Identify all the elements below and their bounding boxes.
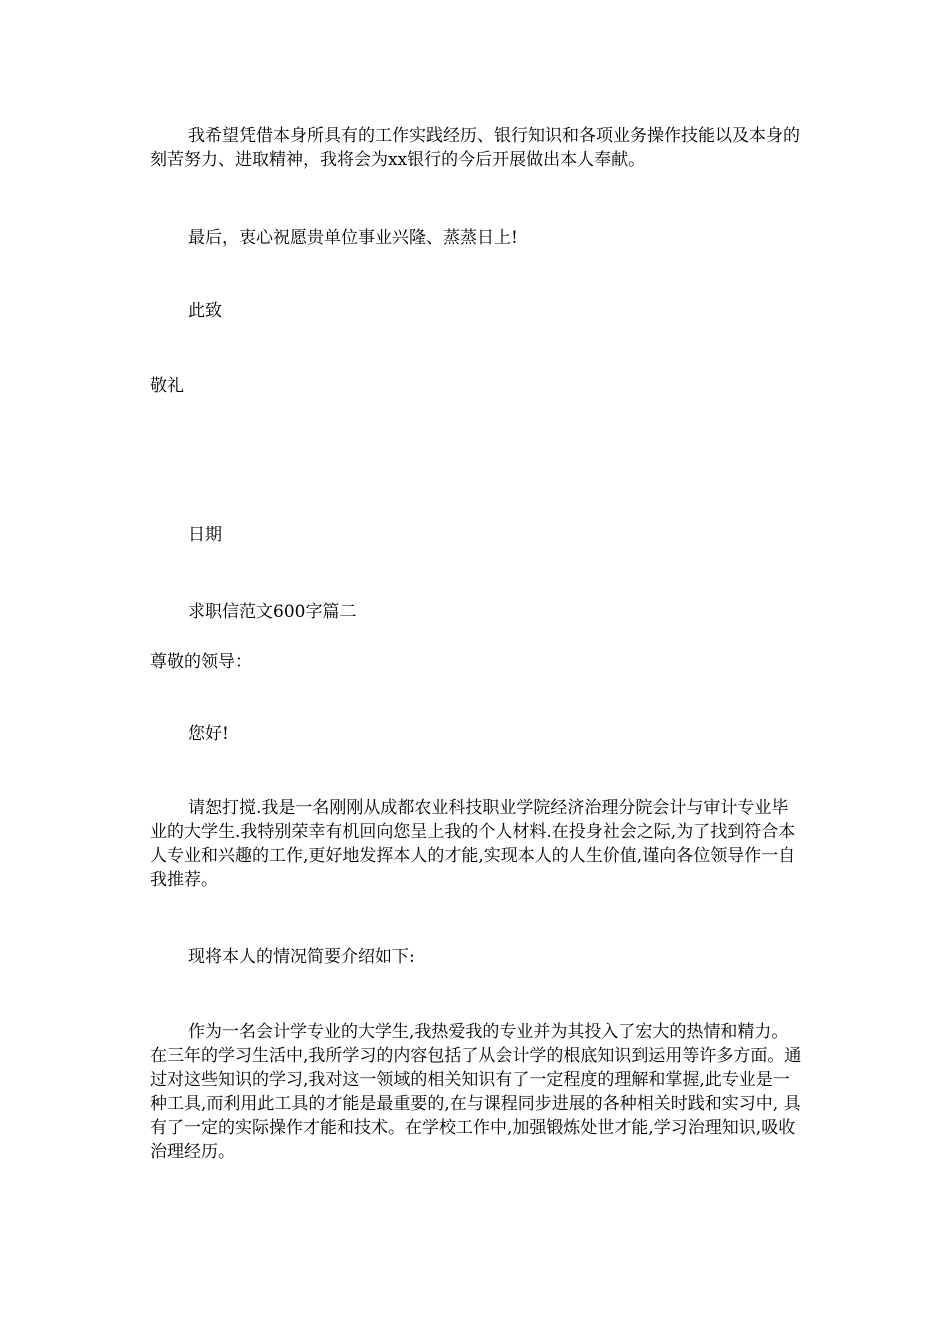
paragraph-studies: 作为一名会计学专业的大学生,我热爱我的专业并为其投入了宏大的热情和精力。在三年的学习生活中,我所学习的内容包括了从会计学的根底知识到运用等许多方面。通过对这些知识的学习,我对这一领域的相关知识有了一定程度的理解和掌握,此专业是一种工具,而利用此工具的才能是最重要的,在与课程同步进展的各种相关时践和实习中, 具有了一定的实际操作才能和技术。在学校工作中,加强锻炼处世才能,学习治理知识,吸收治理经历。 [150, 1022, 802, 1162]
paragraph-introduction: 请恕打搅.我是一名刚刚从成都农业科技职业学院经济治理分院会计与审计专业毕业的大学生.我特别荣幸有机回向您呈上我的个人材料.在投身社会之际,为了找到符合本人专业和兴趣的工作,更好地发挥本人的才能,实现本人的人生价值,谨向各位领导作一自我推荐。 [150, 798, 796, 890]
salutation: 尊敬的领导： [150, 652, 252, 672]
greeting: 您好! [188, 724, 229, 744]
paragraph-contribution: 我希望凭借本身所具有的工作实践经历、银行知识和各项业务操作技能以及本身的刻苦努力、进取精神，我将会为xx银行的今后开展做出本人奉献。 [150, 126, 800, 170]
paragraph-wishes: 最后，衷心祝愿贵单位事业兴隆、蒸蒸日上! [188, 228, 518, 248]
section-title: 求职信范文600字篇二 [188, 602, 357, 622]
paragraph-overview: 现将本人的情况简要介绍如下: [188, 947, 415, 967]
paragraph-jingli: 敬礼 [150, 376, 184, 396]
paragraph-cizhi: 此致 [188, 301, 222, 321]
paragraph-date: 日期 [188, 525, 222, 545]
